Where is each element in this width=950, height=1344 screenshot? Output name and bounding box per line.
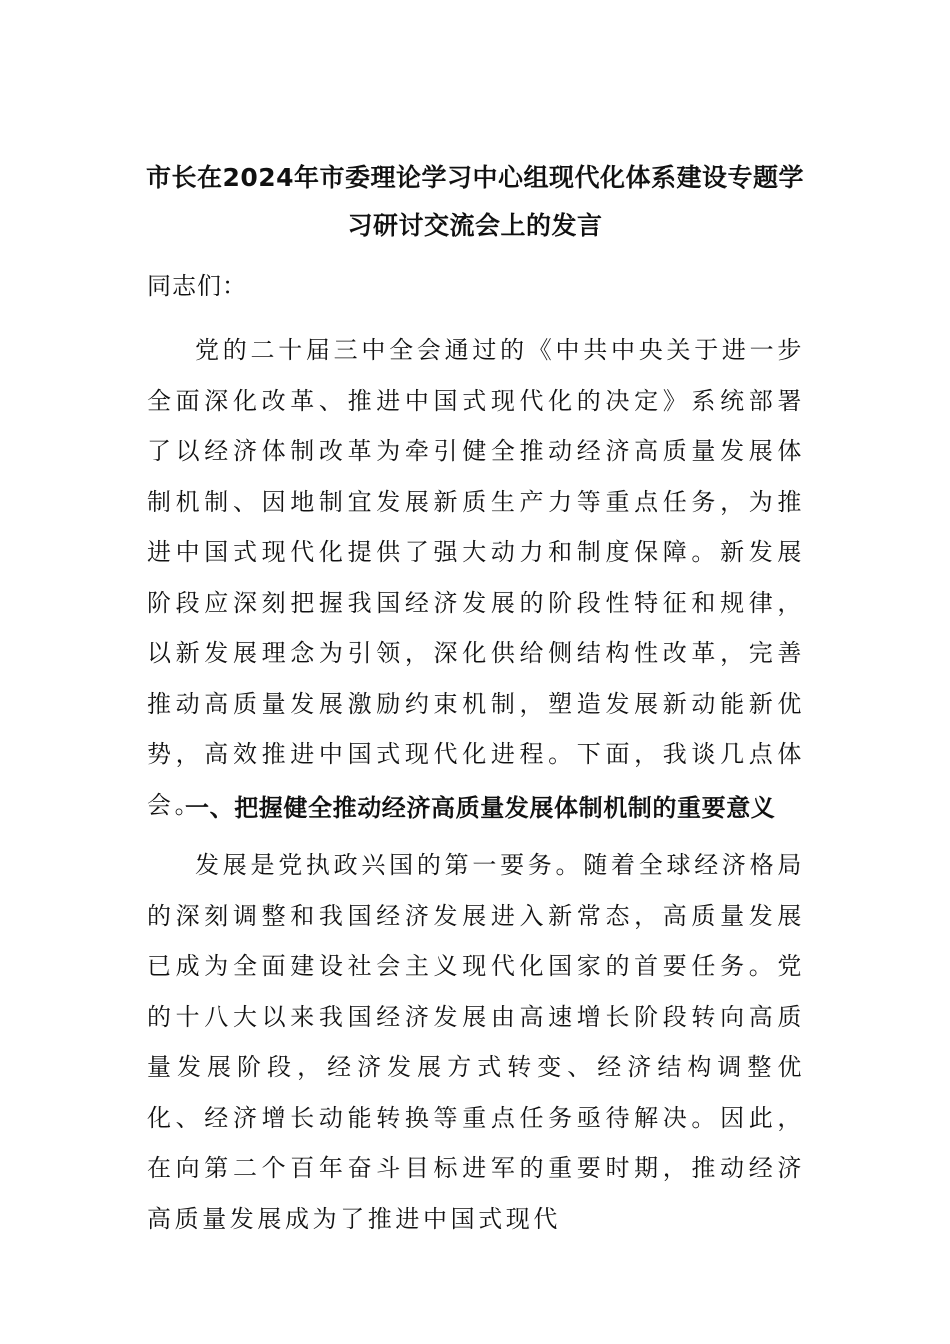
section-heading-1: 一、把握健全推动经济高质量发展体制机制的重要意义	[185, 794, 776, 822]
title-line-1: 市长在2024年市委理论学习中心组现代化体系建设专题学	[145, 163, 805, 192]
document-title	[140, 154, 810, 250]
paragraph-section-1: 发展是党执政兴国的第一要务。随着全球经济格局的深刻调整和我国经济发展进入新常态，高质量发展已成为全面建设社会主义现代化国家的首要任务。党的十八大以来我国经济发展由高速增长阶段转向高质量发展阶段，经济发展方式转变、经济结构调整优化、经济增长动能转换等重点任务亟待解决。因此，在向第二个百年奋斗目标进军的重要时期，推动经济高质量发展成为了推进中国式现代	[147, 851, 805, 1233]
greeting: 同志们：	[147, 272, 247, 300]
title-line-2: 习研讨交流会上的发言	[347, 211, 603, 240]
paragraph-intro: 党的二十届三中全会通过的《中共中央关于进一步全面深化改革、推进中国式现代化的决定》系统部署了以经济体制改革为牵引健全推动经济高质量发展体制机制、因地制宜发展新质生产力等重点任务，为推进中国式现代化提供了强大动力和制度保障。新发展阶段应深刻把握我国经济发展的阶段性特征和规律，以新发展理念为引领，深化供给侧结构性改革，完善推动高质量发展激励约束机制，塑造发展新动能新优势，高效推进中国式现代化进程。下面，我谈几点体会。	[147, 336, 805, 819]
